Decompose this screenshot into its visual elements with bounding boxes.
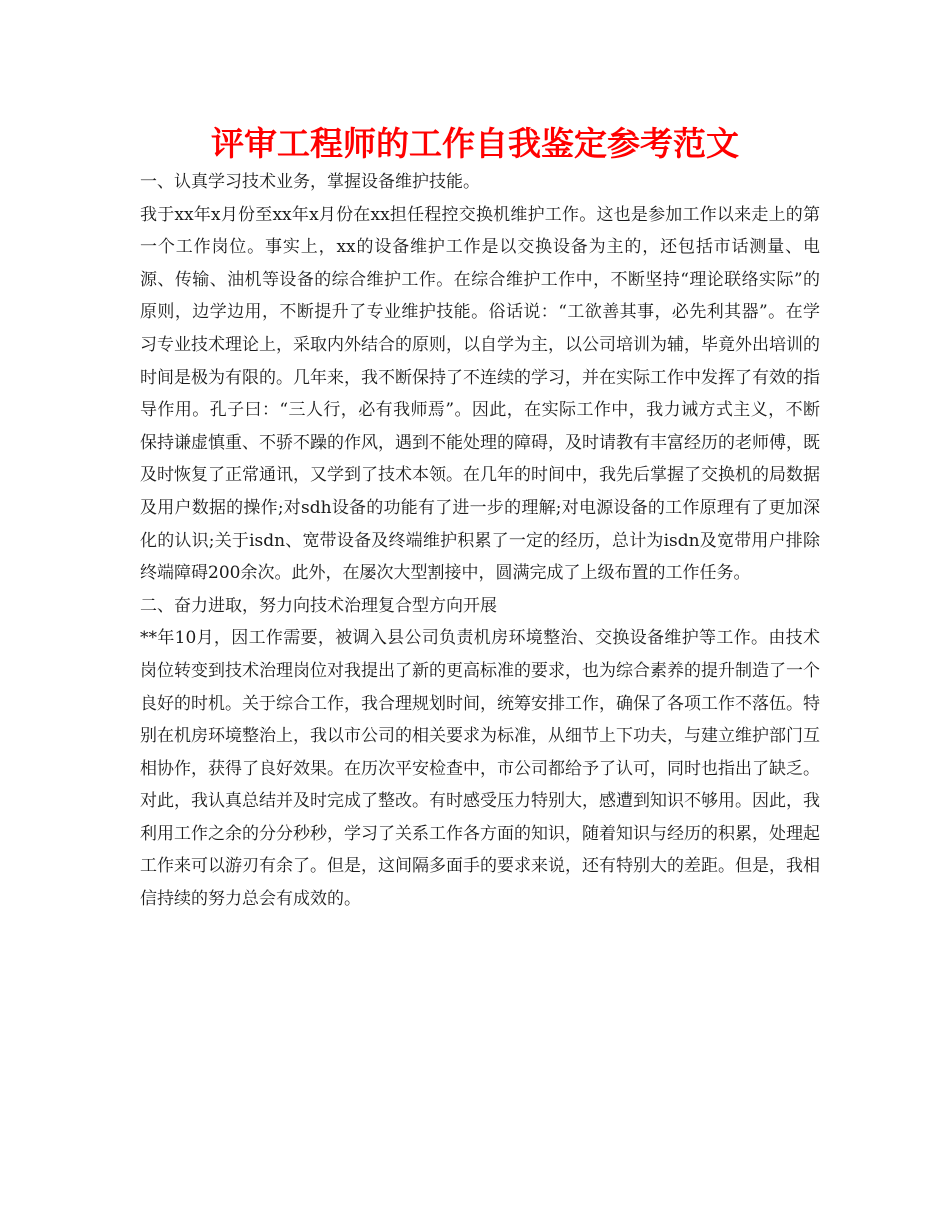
- document-body: [140, 166, 820, 916]
- section-heading-2: 二、奋力进取，努力向技术治理复合型方向开展: [140, 595, 497, 616]
- body-paragraph-1: 我于xx年x月份至xx年x月份在xx担任程控交换机维护工作。这也是参加工作以来走上的第一个工作岗位。事实上，xx的设备维护工作是以交换设备为主的，还包括市话测量、电源、传输、油机等设备的综合维护工作。在综合维护工作中，不断坚持“理论联络实际”的原则，边学边用，不断提升了专业维护技能。俗话说：“工欲善其事，必先利其器”。在学习专业技术理论上，采取内外结合的原则，以自学为主，以公司培训为辅，毕竟外出培训的时间是极为有限的。几年来，我不断保持了不连续的学习，并在实际工作中发挥了有效的指导作用。孔子曰：“三人行，必有我师焉”。因此，在实际工作中，我力诫方式主义，不断保持谦虚慎重、不骄不躁的作风，遇到不能处理的障碍，及时请教有丰富经历的老师傅，既及时恢复了正常通讯，又学到了技术本领。在几年的时间中，我先后掌握了交换机的局数据及用户数据的操作;对sdh设备的功能有了进一步的理解;对电源设备的工作原理有了更加深化的认识;关于isdn、宽带设备及终端维护积累了一定的经历，总计为isdn及宽带用户排除终端障碍200余次。此外，在屡次大型割接中，圆满完成了上级布置的工作任务。: [140, 204, 820, 584]
- section-heading-1: 一、认真学习技术业务，掌握设备维护技能。: [140, 172, 480, 192]
- body-paragraph-2: **年10月，因工作需要，被调入县公司负责机房环境整治、交换设备维护等工作。由技术岗位转变到技术治理岗位对我提出了新的更高标准的要求，也为综合素养的提升制造了一个良好的时机。关于综合工作，我合理规划时间，统筹安排工作，确保了各项工作不落伍。特别在机房环境整治上，我以市公司的相关要求为标准，从细节上下功夫，与建立维护部门互相协作，获得了良好效果。在历次平安检查中，市公司都给予了认可，同时也指出了缺乏。对此，我认真总结并及时完成了整改。有时感受压力特别大，感遭到知识不够用。因此，我利用工作之余的分分秒秒，学习了关系工作各方面的知识，随着知识与经历的积累，处理起工作来可以游刃有余了。但是，这间隔多面手的要求来说，还有特别大的差距。但是，我相信持续的努力总会有成效的。: [140, 628, 820, 910]
- document-title: 评审工程师的工作自我鉴定参考范文: [211, 124, 739, 163]
